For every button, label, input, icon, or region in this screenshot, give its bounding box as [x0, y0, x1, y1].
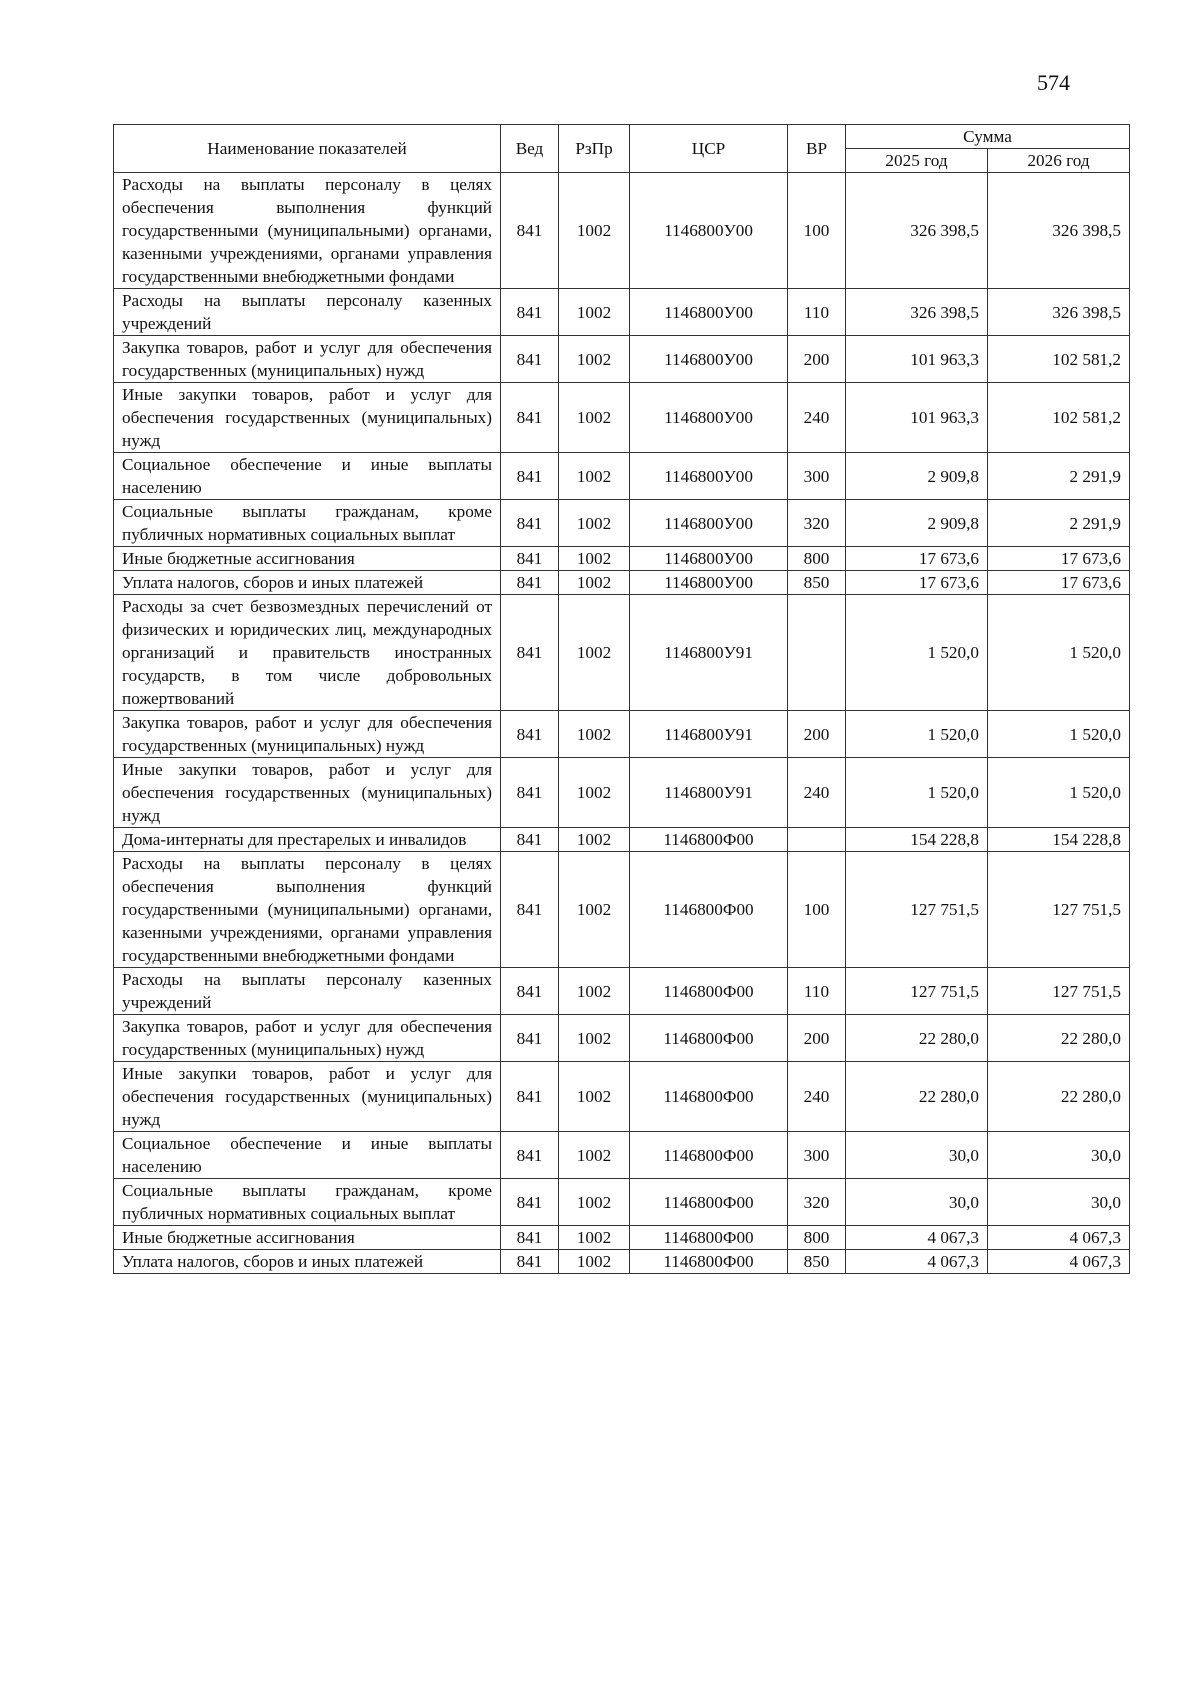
cell-csr: 1146800Ф00: [630, 1226, 788, 1250]
cell-name: Закупка товаров, работ и услуг для обеспечения государственных (муниципальных) нужд: [114, 711, 501, 758]
cell-sum-2025: 1 520,0: [846, 595, 988, 711]
table-row: [114, 758, 1130, 828]
cell-csr: 1146800У00: [630, 383, 788, 453]
cell-name: Расходы за счет безвозмездных перечислений от физических и юридических лиц, международных организаций и правительств иностранных государств, в том числе добровольных пожертвований: [114, 595, 501, 711]
cell-ved: 841: [501, 383, 559, 453]
cell-vr: 320: [788, 1179, 846, 1226]
cell-csr: 1146800У91: [630, 711, 788, 758]
cell-rzpr: 1002: [559, 711, 630, 758]
cell-csr: 1146800У00: [630, 571, 788, 595]
table-row: [114, 852, 1130, 968]
table-header: [114, 125, 1130, 173]
cell-csr: 1146800Ф00: [630, 852, 788, 968]
cell-ved: 841: [501, 968, 559, 1015]
cell-rzpr: 1002: [559, 336, 630, 383]
header-rzpr: РзПр: [559, 125, 630, 173]
cell-name: Иные закупки товаров, работ и услуг для обеспечения государственных (муниципальных) нужд: [114, 1062, 501, 1132]
table-row: [114, 828, 1130, 852]
cell-name: Иные закупки товаров, работ и услуг для обеспечения государственных (муниципальных) нужд: [114, 758, 501, 828]
cell-vr: 850: [788, 1250, 846, 1274]
page-number: 574: [1037, 70, 1070, 95]
table-row: [114, 1015, 1130, 1062]
cell-rzpr: 1002: [559, 1015, 630, 1062]
cell-csr: 1146800У00: [630, 289, 788, 336]
header-ved: Вед: [501, 125, 559, 173]
cell-csr: 1146800Ф00: [630, 1179, 788, 1226]
cell-sum-2026: 2 291,9: [988, 500, 1130, 547]
cell-csr: 1146800У91: [630, 758, 788, 828]
cell-ved: 841: [501, 289, 559, 336]
cell-csr: 1146800У00: [630, 336, 788, 383]
cell-ved: 841: [501, 500, 559, 547]
cell-sum-2026: 326 398,5: [988, 173, 1130, 289]
cell-ved: 841: [501, 1062, 559, 1132]
cell-csr: 1146800У00: [630, 547, 788, 571]
cell-ved: 841: [501, 1226, 559, 1250]
cell-name: Расходы на выплаты персоналу в целях обеспечения выполнения функций государственными (муниципальными) органами, казенными учреждениями, органами управления государственными внебюджетными фондами: [114, 173, 501, 289]
cell-vr: 110: [788, 289, 846, 336]
cell-sum-2025: 101 963,3: [846, 336, 988, 383]
cell-csr: 1146800Ф00: [630, 1250, 788, 1274]
cell-sum-2026: 22 280,0: [988, 1015, 1130, 1062]
cell-sum-2025: 326 398,5: [846, 173, 988, 289]
cell-vr: 100: [788, 173, 846, 289]
cell-sum-2026: 22 280,0: [988, 1062, 1130, 1132]
cell-sum-2025: 101 963,3: [846, 383, 988, 453]
cell-sum-2025: 326 398,5: [846, 289, 988, 336]
cell-vr: 300: [788, 1132, 846, 1179]
cell-name: Иные бюджетные ассигнования: [114, 547, 501, 571]
cell-sum-2026: 102 581,2: [988, 336, 1130, 383]
cell-rzpr: 1002: [559, 571, 630, 595]
cell-name: Расходы на выплаты персоналу в целях обеспечения выполнения функций государственными (муниципальными) органами, казенными учреждениями, органами управления государственными внебюджетными фондами: [114, 852, 501, 968]
cell-vr: [788, 595, 846, 711]
header-name: Наименование показателей: [114, 125, 501, 173]
cell-sum-2026: 326 398,5: [988, 289, 1130, 336]
cell-ved: 841: [501, 571, 559, 595]
cell-sum-2026: 1 520,0: [988, 711, 1130, 758]
cell-name: Иные бюджетные ассигнования: [114, 1226, 501, 1250]
table-row: [114, 336, 1130, 383]
cell-sum-2025: 1 520,0: [846, 758, 988, 828]
cell-name: Уплата налогов, сборов и иных платежей: [114, 571, 501, 595]
table-row: [114, 1132, 1130, 1179]
table-row: [114, 1179, 1130, 1226]
cell-sum-2026: 154 228,8: [988, 828, 1130, 852]
cell-csr: 1146800У00: [630, 173, 788, 289]
cell-name: Иные закупки товаров, работ и услуг для обеспечения государственных (муниципальных) нужд: [114, 383, 501, 453]
cell-sum-2025: 4 067,3: [846, 1226, 988, 1250]
cell-csr: 1146800Ф00: [630, 1015, 788, 1062]
cell-rzpr: 1002: [559, 1179, 630, 1226]
cell-ved: 841: [501, 173, 559, 289]
cell-ved: 841: [501, 828, 559, 852]
cell-rzpr: 1002: [559, 758, 630, 828]
cell-name: Дома-интернаты для престарелых и инвалидов: [114, 828, 501, 852]
cell-ved: 841: [501, 1015, 559, 1062]
cell-name: Уплата налогов, сборов и иных платежей: [114, 1250, 501, 1274]
cell-csr: 1146800У00: [630, 453, 788, 500]
cell-vr: 200: [788, 711, 846, 758]
cell-sum-2025: 1 520,0: [846, 711, 988, 758]
cell-vr: 300: [788, 453, 846, 500]
cell-name: Социальные выплаты гражданам, кроме публичных нормативных социальных выплат: [114, 500, 501, 547]
cell-sum-2026: 1 520,0: [988, 595, 1130, 711]
header-vr: ВР: [788, 125, 846, 173]
cell-name: Социальные выплаты гражданам, кроме публичных нормативных социальных выплат: [114, 1179, 501, 1226]
cell-rzpr: 1002: [559, 1226, 630, 1250]
cell-name: Расходы на выплаты персоналу казенных учреждений: [114, 968, 501, 1015]
cell-rzpr: 1002: [559, 828, 630, 852]
cell-ved: 841: [501, 1250, 559, 1274]
budget-table: [113, 124, 1130, 1274]
cell-rzpr: 1002: [559, 968, 630, 1015]
header-sum: Сумма: [846, 125, 1130, 149]
cell-sum-2026: 4 067,3: [988, 1226, 1130, 1250]
table-row: [114, 1062, 1130, 1132]
cell-ved: 841: [501, 852, 559, 968]
cell-name: Закупка товаров, работ и услуг для обеспечения государственных (муниципальных) нужд: [114, 336, 501, 383]
cell-csr: 1146800У91: [630, 595, 788, 711]
cell-name: Социальное обеспечение и иные выплаты населению: [114, 453, 501, 500]
header-csr: ЦСР: [630, 125, 788, 173]
cell-sum-2025: 22 280,0: [846, 1015, 988, 1062]
cell-sum-2026: 2 291,9: [988, 453, 1130, 500]
cell-rzpr: 1002: [559, 852, 630, 968]
cell-ved: 841: [501, 1179, 559, 1226]
cell-vr: 240: [788, 1062, 846, 1132]
table-row: [114, 1250, 1130, 1274]
cell-sum-2025: 2 909,8: [846, 500, 988, 547]
cell-ved: 841: [501, 453, 559, 500]
cell-ved: 841: [501, 711, 559, 758]
cell-ved: 841: [501, 758, 559, 828]
table-row: [114, 968, 1130, 1015]
header-year-2026: 2026 год: [988, 149, 1130, 173]
cell-sum-2025: 30,0: [846, 1179, 988, 1226]
cell-rzpr: 1002: [559, 289, 630, 336]
cell-rzpr: 1002: [559, 500, 630, 547]
cell-csr: 1146800У00: [630, 500, 788, 547]
cell-vr: 800: [788, 547, 846, 571]
table-row: [114, 595, 1130, 711]
cell-ved: 841: [501, 1132, 559, 1179]
cell-rzpr: 1002: [559, 547, 630, 571]
cell-sum-2026: 30,0: [988, 1132, 1130, 1179]
cell-ved: 841: [501, 547, 559, 571]
cell-csr: 1146800Ф00: [630, 1062, 788, 1132]
table-row: [114, 383, 1130, 453]
cell-sum-2026: 17 673,6: [988, 571, 1130, 595]
table-row: [114, 1226, 1130, 1250]
cell-vr: 320: [788, 500, 846, 547]
cell-rzpr: 1002: [559, 1062, 630, 1132]
table-row: [114, 711, 1130, 758]
cell-sum-2025: 17 673,6: [846, 571, 988, 595]
cell-vr: 240: [788, 383, 846, 453]
cell-sum-2025: 17 673,6: [846, 547, 988, 571]
cell-sum-2026: 127 751,5: [988, 852, 1130, 968]
cell-sum-2025: 4 067,3: [846, 1250, 988, 1274]
table-row: [114, 453, 1130, 500]
cell-sum-2025: 30,0: [846, 1132, 988, 1179]
cell-sum-2026: 102 581,2: [988, 383, 1130, 453]
cell-sum-2026: 17 673,6: [988, 547, 1130, 571]
cell-rzpr: 1002: [559, 173, 630, 289]
cell-vr: 100: [788, 852, 846, 968]
cell-sum-2026: 4 067,3: [988, 1250, 1130, 1274]
cell-rzpr: 1002: [559, 1132, 630, 1179]
table-row: [114, 289, 1130, 336]
cell-sum-2025: 127 751,5: [846, 852, 988, 968]
cell-csr: 1146800Ф00: [630, 968, 788, 1015]
cell-vr: 200: [788, 1015, 846, 1062]
cell-vr: 850: [788, 571, 846, 595]
cell-vr: 240: [788, 758, 846, 828]
cell-sum-2025: 22 280,0: [846, 1062, 988, 1132]
cell-sum-2025: 127 751,5: [846, 968, 988, 1015]
cell-csr: 1146800Ф00: [630, 828, 788, 852]
cell-rzpr: 1002: [559, 383, 630, 453]
cell-sum-2025: 2 909,8: [846, 453, 988, 500]
cell-sum-2026: 1 520,0: [988, 758, 1130, 828]
cell-ved: 841: [501, 336, 559, 383]
table-row: [114, 571, 1130, 595]
cell-vr: 800: [788, 1226, 846, 1250]
cell-rzpr: 1002: [559, 1250, 630, 1274]
cell-name: Расходы на выплаты персоналу казенных учреждений: [114, 289, 501, 336]
table-row: [114, 547, 1130, 571]
cell-vr: 200: [788, 336, 846, 383]
cell-rzpr: 1002: [559, 453, 630, 500]
cell-vr: 110: [788, 968, 846, 1015]
cell-sum-2026: 127 751,5: [988, 968, 1130, 1015]
header-year-2025: 2025 год: [846, 149, 988, 173]
cell-sum-2025: 154 228,8: [846, 828, 988, 852]
cell-ved: 841: [501, 595, 559, 711]
table-row: [114, 500, 1130, 547]
cell-name: Социальное обеспечение и иные выплаты населению: [114, 1132, 501, 1179]
cell-name: Закупка товаров, работ и услуг для обеспечения государственных (муниципальных) нужд: [114, 1015, 501, 1062]
cell-vr: [788, 828, 846, 852]
cell-csr: 1146800Ф00: [630, 1132, 788, 1179]
table-body: [114, 173, 1130, 1274]
cell-sum-2026: 30,0: [988, 1179, 1130, 1226]
table-row: [114, 173, 1130, 289]
cell-rzpr: 1002: [559, 595, 630, 711]
